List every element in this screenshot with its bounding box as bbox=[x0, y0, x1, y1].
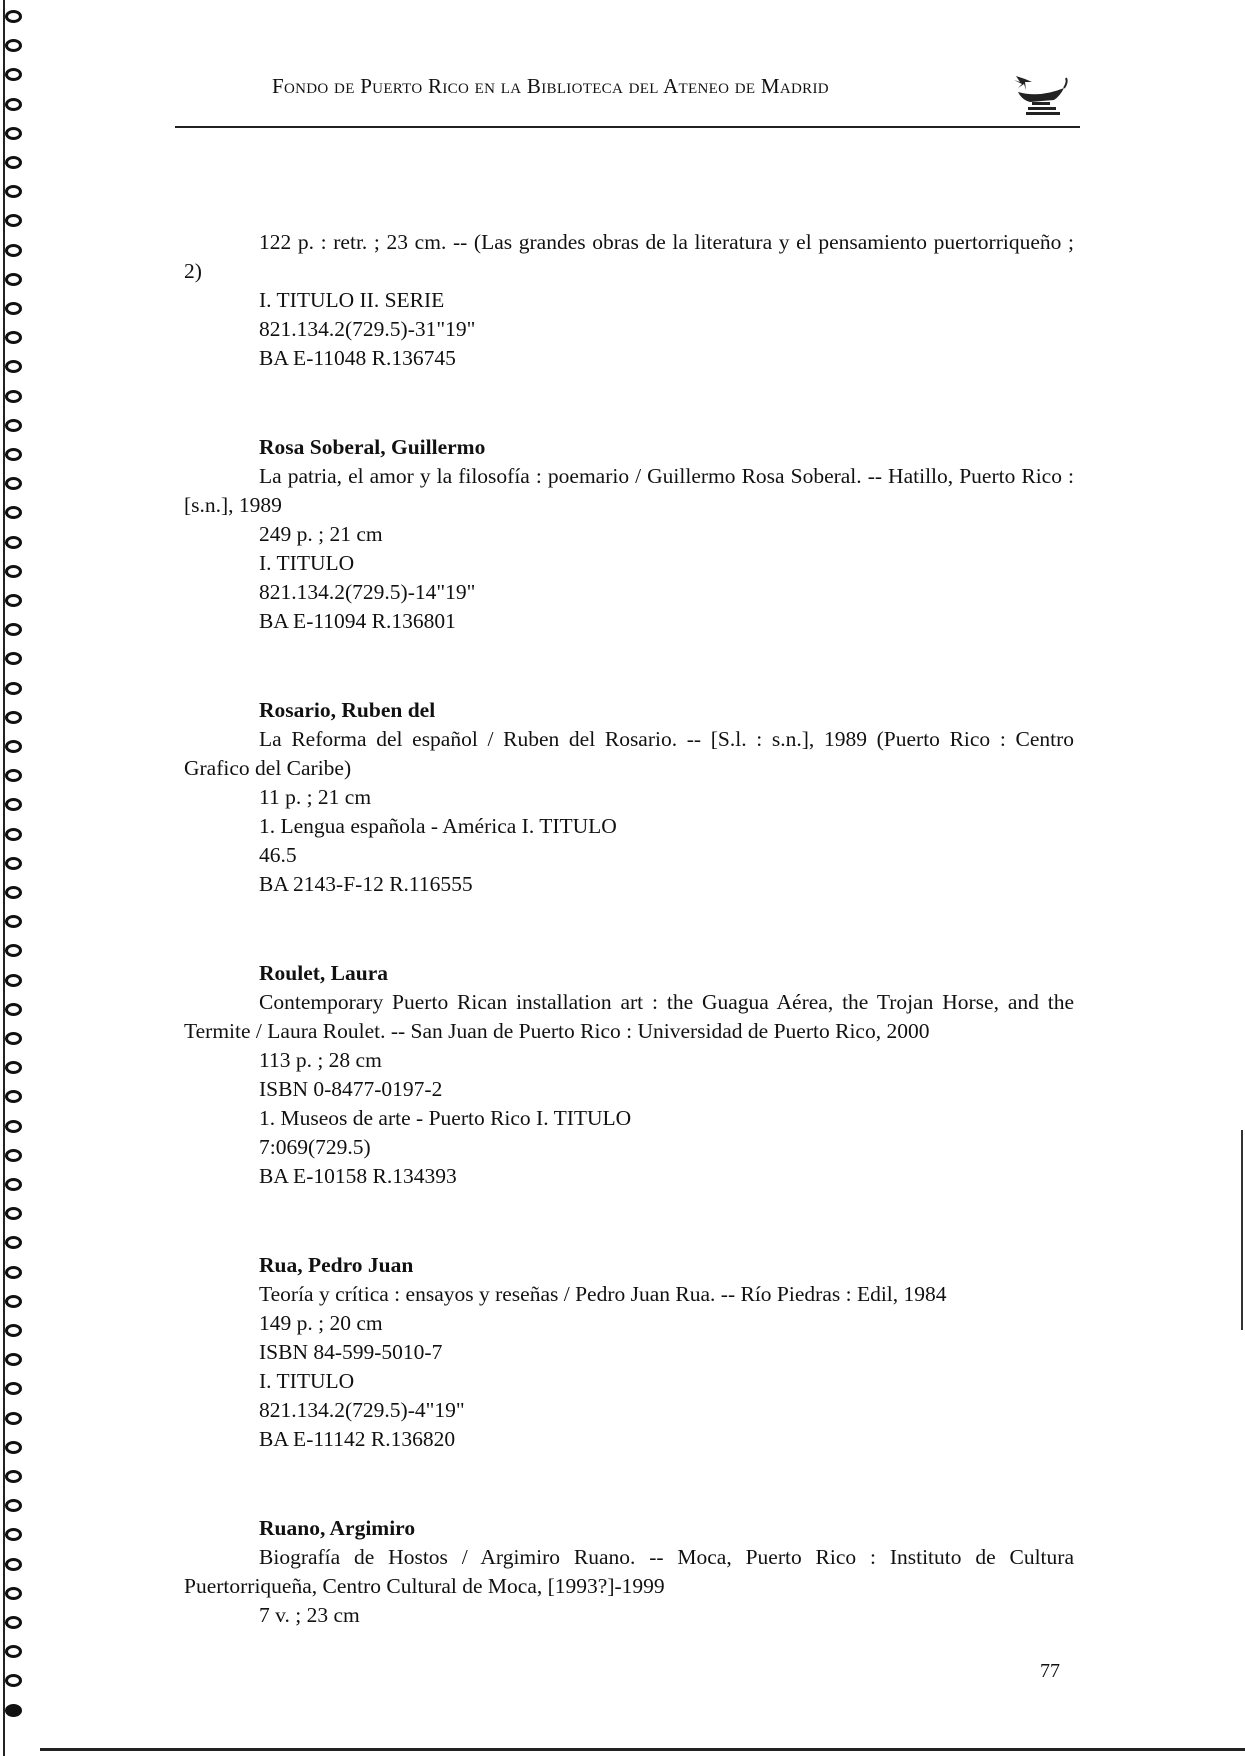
entry-author: Ruano, Argimiro bbox=[259, 1516, 416, 1540]
binding-ring bbox=[5, 594, 22, 607]
binding-ring bbox=[5, 1149, 22, 1162]
binding-edge-line bbox=[3, 0, 5, 1756]
continuation-entry bbox=[184, 228, 1074, 373]
right-edge-line bbox=[1241, 1130, 1243, 1330]
catalog-entry bbox=[184, 959, 1074, 1191]
binding-ring bbox=[5, 1528, 22, 1541]
binding-ring bbox=[5, 360, 22, 373]
binding-ring bbox=[5, 1558, 22, 1571]
binding-ring bbox=[5, 1003, 22, 1016]
entry-line: I. TITULO bbox=[259, 1369, 355, 1393]
spiral-binding bbox=[0, 0, 40, 1756]
oil-lamp-star-icon bbox=[1010, 70, 1070, 116]
entry-line: 821.134.2(729.5)-14"19" bbox=[259, 580, 476, 604]
entry-description: La Reforma del español / Ruben del Rosario. -- [S.l. : s.n.], 1989 (Puerto Rico : Centro Grafico del Caribe) bbox=[184, 727, 1074, 780]
bottom-rule bbox=[40, 1748, 1245, 1751]
catalog-entry bbox=[184, 433, 1074, 636]
binding-ring bbox=[5, 1645, 22, 1658]
entry-line: 7:069(729.5) bbox=[259, 1135, 371, 1159]
binding-ring bbox=[5, 1032, 22, 1045]
entry-line: BA E-10158 R.134393 bbox=[259, 1164, 457, 1188]
binding-ring bbox=[5, 185, 22, 198]
binding-ring bbox=[5, 419, 22, 432]
entry-line: 821.134.2(729.5)-31"19" bbox=[259, 317, 476, 341]
binding-ring bbox=[5, 244, 22, 257]
binding-ring bbox=[5, 156, 22, 169]
entry-line: BA 2143-F-12 R.116555 bbox=[259, 872, 473, 896]
header-title: Fondo de Puerto Rico en la Biblioteca del Ateneo de Madrid bbox=[272, 74, 829, 98]
binding-ring bbox=[5, 1674, 22, 1687]
binding-ring bbox=[5, 98, 22, 111]
entry-line: BA E-11094 R.136801 bbox=[259, 609, 456, 633]
binding-ring bbox=[5, 1382, 22, 1395]
entry-line: 249 p. ; 21 cm bbox=[259, 522, 383, 546]
binding-ring bbox=[5, 682, 22, 695]
binding-ring bbox=[5, 1295, 22, 1308]
binding-ring bbox=[5, 565, 22, 578]
entry-description: La patria, el amor y la filosofía : poemario / Guillermo Rosa Soberal. -- Hatillo, Puerto Rico : [s.n.], 1989 bbox=[184, 464, 1074, 517]
binding-ring bbox=[5, 1353, 22, 1366]
binding-ring bbox=[5, 273, 22, 286]
entry-line: 113 p. ; 28 cm bbox=[259, 1048, 382, 1072]
binding-ring bbox=[5, 857, 22, 870]
binding-ring bbox=[5, 1207, 22, 1220]
entry-line: 821.134.2(729.5)-4"19" bbox=[259, 1398, 465, 1422]
entry-description: Teoría y crítica : ensayos y reseñas / Pedro Juan Rua. -- Río Piedras : Edil, 1984 bbox=[259, 1282, 947, 1306]
binding-ring bbox=[5, 10, 22, 23]
binding-ring bbox=[5, 740, 22, 753]
binding-ring bbox=[5, 1061, 22, 1074]
binding-ring bbox=[5, 1470, 22, 1483]
entry-line: 7 v. ; 23 cm bbox=[259, 1603, 360, 1627]
binding-ring bbox=[5, 214, 22, 227]
entry-line: ISBN 84-599-5010-7 bbox=[259, 1340, 443, 1364]
binding-ring bbox=[5, 477, 22, 490]
page-header bbox=[180, 70, 1080, 130]
binding-ring bbox=[5, 536, 22, 549]
binding-ring bbox=[5, 1120, 22, 1133]
binding-ring bbox=[5, 1178, 22, 1191]
entry-line: 46.5 bbox=[259, 843, 297, 867]
binding-ring bbox=[5, 1441, 22, 1454]
entry-line: 1. Lengua española - América I. TITULO bbox=[259, 814, 617, 838]
binding-ring bbox=[5, 390, 22, 403]
binding-ring bbox=[5, 623, 22, 636]
catalog-entry bbox=[184, 1514, 1074, 1630]
entry-author: Rosario, Ruben del bbox=[259, 698, 436, 722]
binding-ring bbox=[5, 886, 22, 899]
catalog-entries bbox=[184, 228, 1074, 1630]
binding-ring bbox=[5, 974, 22, 987]
entry-description: Biografía de Hostos / Argimiro Ruano. -- Moca, Puerto Rico : Instituto de Cultura Puertorriqueña, Centro Cultural de Moca, [1993?]-1999 bbox=[184, 1545, 1074, 1598]
catalog-entry bbox=[184, 1251, 1074, 1454]
entry-author: Roulet, Laura bbox=[259, 961, 388, 985]
binding-ring bbox=[5, 1704, 22, 1717]
page-number: 77 bbox=[1040, 1660, 1060, 1682]
entry-line: BA E-11048 R.136745 bbox=[259, 346, 456, 370]
entry-line: I. TITULO bbox=[259, 551, 355, 575]
entry-description: 122 p. : retr. ; 23 cm. -- (Las grandes obras de la literatura y el pensamiento puertorriqueño ; 2) bbox=[184, 230, 1074, 283]
binding-ring bbox=[5, 828, 22, 841]
binding-ring bbox=[5, 1090, 22, 1103]
binding-ring bbox=[5, 1616, 22, 1629]
binding-ring bbox=[5, 68, 22, 81]
catalog-entry bbox=[184, 696, 1074, 899]
binding-ring bbox=[5, 915, 22, 928]
binding-ring bbox=[5, 506, 22, 519]
binding-ring bbox=[5, 1587, 22, 1600]
binding-ring bbox=[5, 1236, 22, 1249]
binding-ring bbox=[5, 769, 22, 782]
binding-ring bbox=[5, 798, 22, 811]
binding-ring bbox=[5, 331, 22, 344]
binding-ring bbox=[5, 1412, 22, 1425]
binding-ring bbox=[5, 448, 22, 461]
entry-author: Rosa Soberal, Guillermo bbox=[259, 435, 486, 459]
entry-author: Rua, Pedro Juan bbox=[259, 1253, 414, 1277]
entry-line: 149 p. ; 20 cm bbox=[259, 1311, 383, 1335]
binding-ring bbox=[5, 944, 22, 957]
entry-line: 1. Museos de arte - Puerto Rico I. TITULO bbox=[259, 1106, 632, 1130]
binding-ring bbox=[5, 1324, 22, 1337]
entry-line: 11 p. ; 21 cm bbox=[259, 785, 372, 809]
entry-line: I. TITULO II. SERIE bbox=[259, 288, 445, 312]
entry-line: ISBN 0-8477-0197-2 bbox=[259, 1077, 443, 1101]
binding-ring bbox=[5, 127, 22, 140]
binding-ring bbox=[5, 39, 22, 52]
binding-ring bbox=[5, 302, 22, 315]
header-rule bbox=[175, 126, 1080, 128]
binding-ring bbox=[5, 652, 22, 665]
entry-line: BA E-11142 R.136820 bbox=[259, 1427, 456, 1451]
binding-ring bbox=[5, 711, 22, 724]
binding-ring bbox=[5, 1499, 22, 1512]
entry-description: Contemporary Puerto Rican installation art : the Guagua Aérea, the Trojan Horse, and the Termite / Laura Roulet. -- San Juan de Puerto Rico : Universidad de Puerto Rico, 2000 bbox=[184, 990, 1074, 1043]
binding-ring bbox=[5, 1266, 22, 1279]
